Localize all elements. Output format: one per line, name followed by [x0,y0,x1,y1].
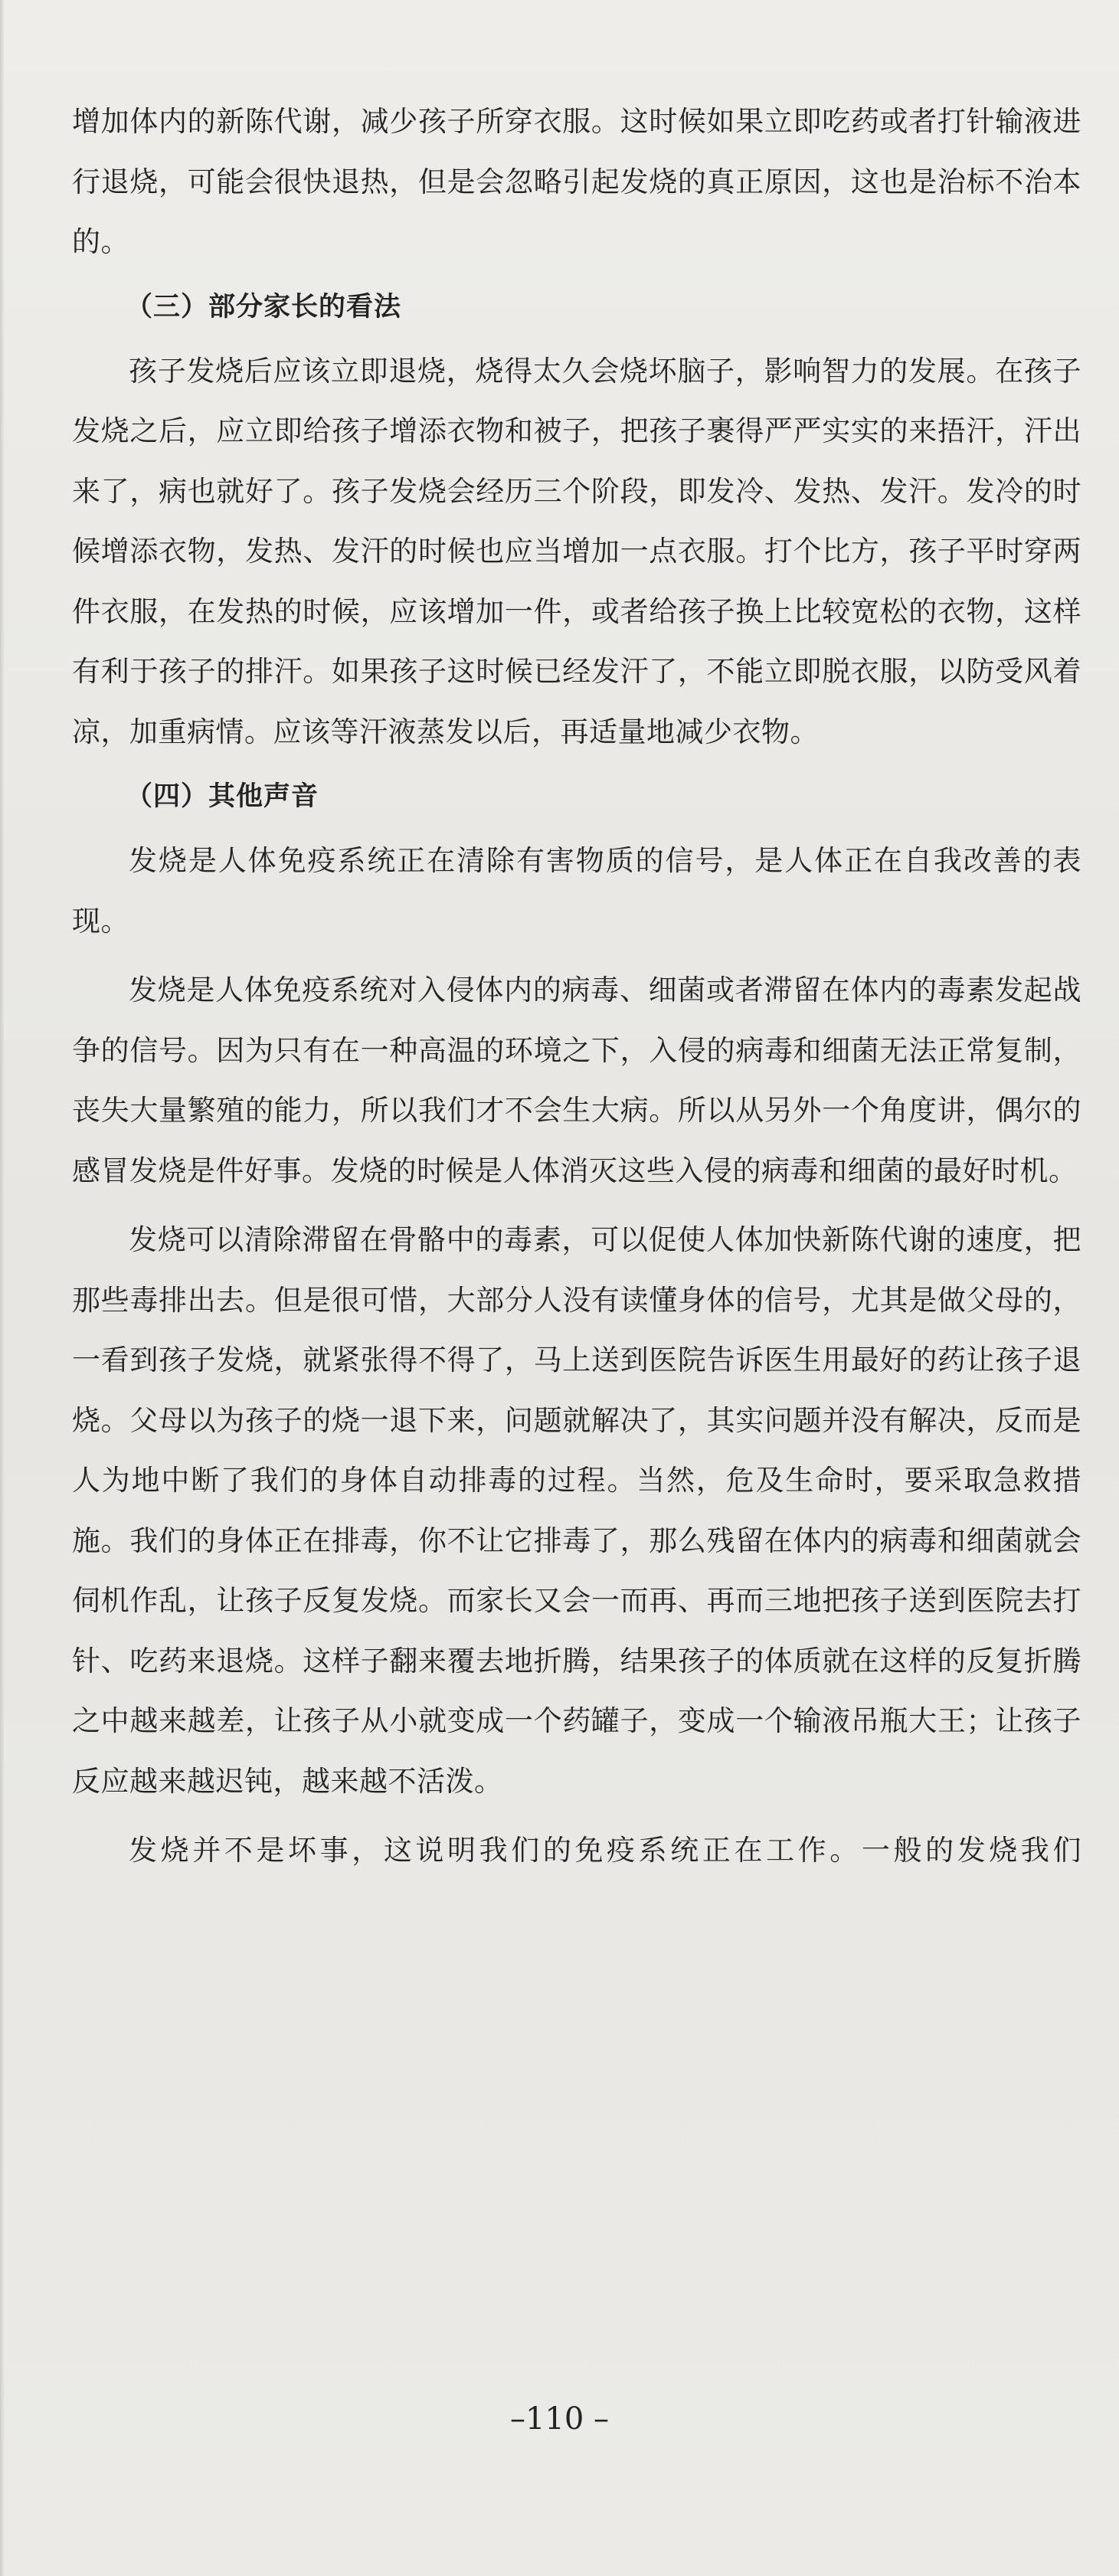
paragraph: 发烧并不是坏事，这说明我们的免疫系统正在工作。一般的发烧我们 [129,1834,1081,1867]
paragraph: 发烧可以清除滞留在骨骼中的毒素，可以促使人体加快新陈代谢的速度，把那些毒排出去。但是很可惜，大部分人没有读懂身体的信号，尤其是做父母的，一看到孩子发烧，就紧张得不得了，马上送到医院告诉医生用最好的药让孩子退烧。父母以为孩子的烧一退下来，问题就解决了，其实问题并没有解决，反而是人为地中断了我们的身体自动排毒的过程。当然，危及生命时，要采取急救措施。我们的身体正在排毒，你不让它排毒了，那么残留在体内的病毒和细菌就会伺机作乱，让孩子反复发烧。而家长又会一而再、再而三地把孩子送到医院去打针、吃药来退烧。这样子翻来覆去地折腾，结果孩子的体质就在这样的反复折腾之中越来越差，让孩子从小就变成一个药罐子，变成一个输液吊瓶大王；让孩子反应越来越迟钝，越来越不活泼。 [72,1223,1081,1798]
section-heading-4: （四）其他声音 [126,781,319,812]
section-heading-3: （三）部分家长的看法 [126,291,402,322]
page-number: –110 – [509,2401,610,2437]
paragraph: 孩子发烧后应该立即退烧，烧得太久会烧坏脑子，影响智力的发展。在孩子发烧之后，应立即给孩子增添衣物和被子，把孩子裹得严严实实的来捂汗，汗出来了，病也就好了。孩子发烧会经历三个阶段，即发冷、发热、发汗。发冷的时候增添衣物，发热、发汗的时候也应当增加一点衣服。打个比方，孩子平时穿两件衣服，在发热的时候，应该增加一件，或者给孩子换上比较宽松的衣物，这样有利于孩子的排汗。如果孩子这时候已经发汗了，不能立即脱衣服，以防受风着凉，加重病情。应该等汗液蒸发以后，再适量地减少衣物。 [72,354,1081,748]
paragraph: 发烧是人体免疫系统对入侵体内的病毒、细菌或者滞留在体内的毒素发起战争的信号。因为只有在一种高温的环境之下，入侵的病毒和细菌无法正常复制，丧失大量繁殖的能力，所以我们才不会生大病。所以从另外一个角度讲，偶尔的感冒发烧是件好事。发烧的时候是人体消灭这些入侵的病毒和细菌的最好时机。 [72,974,1081,1187]
scan-edge [0,0,5,2576]
paragraph: 增加体内的新陈代谢，减少孩子所穿衣服。这时候如果立即吃药或者打针输液进行退烧，可能会很快退热，但是会忽略引起发烧的真正原因，这也是治标不治本的。 [72,105,1081,258]
paragraph: 发烧是人体免疫系统正在清除有害物质的信号，是人体正在自我改善的表现。 [72,844,1081,938]
body-text [72,92,1081,1881]
